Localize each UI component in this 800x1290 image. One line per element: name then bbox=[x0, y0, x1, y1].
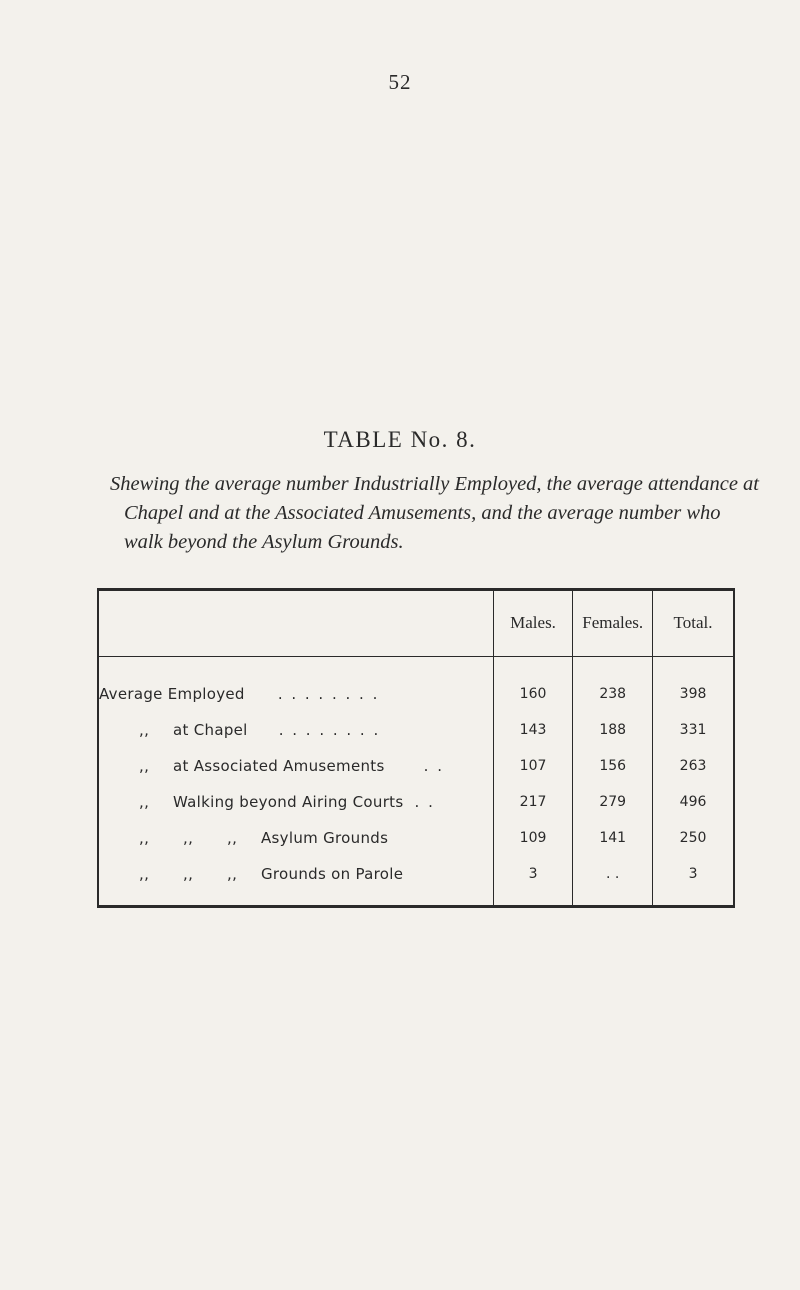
cell-total: 398 bbox=[653, 657, 734, 713]
header-males: Males. bbox=[493, 590, 573, 657]
cell-total: 250 bbox=[653, 820, 734, 856]
ditto-mark: ,, bbox=[139, 757, 150, 775]
row-label-text: Average Employed bbox=[99, 685, 245, 703]
cell-females: 156 bbox=[573, 748, 653, 784]
cell-males: 107 bbox=[493, 748, 573, 784]
row-label bbox=[98, 748, 493, 784]
cell-females: 279 bbox=[573, 784, 653, 820]
ditto-mark: ,, bbox=[139, 829, 150, 847]
ditto-mark: ,, bbox=[139, 793, 150, 811]
row-label-text: Grounds on Parole bbox=[261, 865, 404, 883]
cell-females: 188 bbox=[573, 712, 653, 748]
leader-dots: . . bbox=[423, 757, 444, 775]
leader-dots: . . . . . . . . bbox=[278, 721, 381, 739]
page-number: 52 bbox=[388, 70, 412, 94]
ditto-mark: ,, bbox=[139, 865, 150, 883]
cell-total: 263 bbox=[653, 748, 734, 784]
ditto-mark: ,, bbox=[227, 829, 238, 847]
row-label-text: Asylum Grounds bbox=[261, 829, 389, 847]
header-females: Females. bbox=[573, 590, 653, 657]
ditto-mark: ,, bbox=[183, 865, 194, 883]
table-row bbox=[98, 748, 734, 784]
statistics-table bbox=[97, 588, 735, 908]
table-row bbox=[98, 856, 734, 907]
cell-males: 109 bbox=[493, 820, 573, 856]
row-label-text: at Associated Amusements bbox=[173, 757, 385, 775]
cell-females: 141 bbox=[573, 820, 653, 856]
table-caption: Shewing the average number Industrially Employed, the average attendance at Chapel and at the Associated Amusements, and the average number who walk beyond the Asylum Grounds. bbox=[110, 473, 760, 553]
cell-total: 331 bbox=[653, 712, 734, 748]
row-label bbox=[98, 657, 493, 713]
row-label-text: at Chapel bbox=[173, 721, 248, 739]
leader-dots: . . bbox=[414, 793, 435, 811]
table-row bbox=[98, 712, 734, 748]
row-label bbox=[98, 784, 493, 820]
ditto-mark: ,, bbox=[183, 829, 194, 847]
table-row bbox=[98, 657, 734, 713]
cell-males: 143 bbox=[493, 712, 573, 748]
row-label-text: Walking beyond Airing Courts bbox=[173, 793, 404, 811]
cell-females: . . bbox=[573, 856, 653, 907]
row-label bbox=[98, 820, 493, 856]
cell-males: 3 bbox=[493, 856, 573, 907]
cell-males: 160 bbox=[493, 657, 573, 713]
header-total: Total. bbox=[653, 590, 734, 657]
table-row bbox=[98, 820, 734, 856]
table-row bbox=[98, 784, 734, 820]
row-label bbox=[98, 712, 493, 748]
cell-total: 496 bbox=[653, 784, 734, 820]
table-header-row bbox=[98, 590, 734, 657]
ditto-mark: ,, bbox=[139, 721, 150, 739]
ditto-mark: ,, bbox=[227, 865, 238, 883]
row-label bbox=[98, 856, 493, 907]
header-label bbox=[98, 590, 493, 657]
cell-total: 3 bbox=[653, 856, 734, 907]
cell-males: 217 bbox=[493, 784, 573, 820]
cell-females: 238 bbox=[573, 657, 653, 713]
table-title: TABLE No. 8. bbox=[323, 427, 477, 452]
leader-dots: . . . . . . . . bbox=[277, 685, 380, 703]
